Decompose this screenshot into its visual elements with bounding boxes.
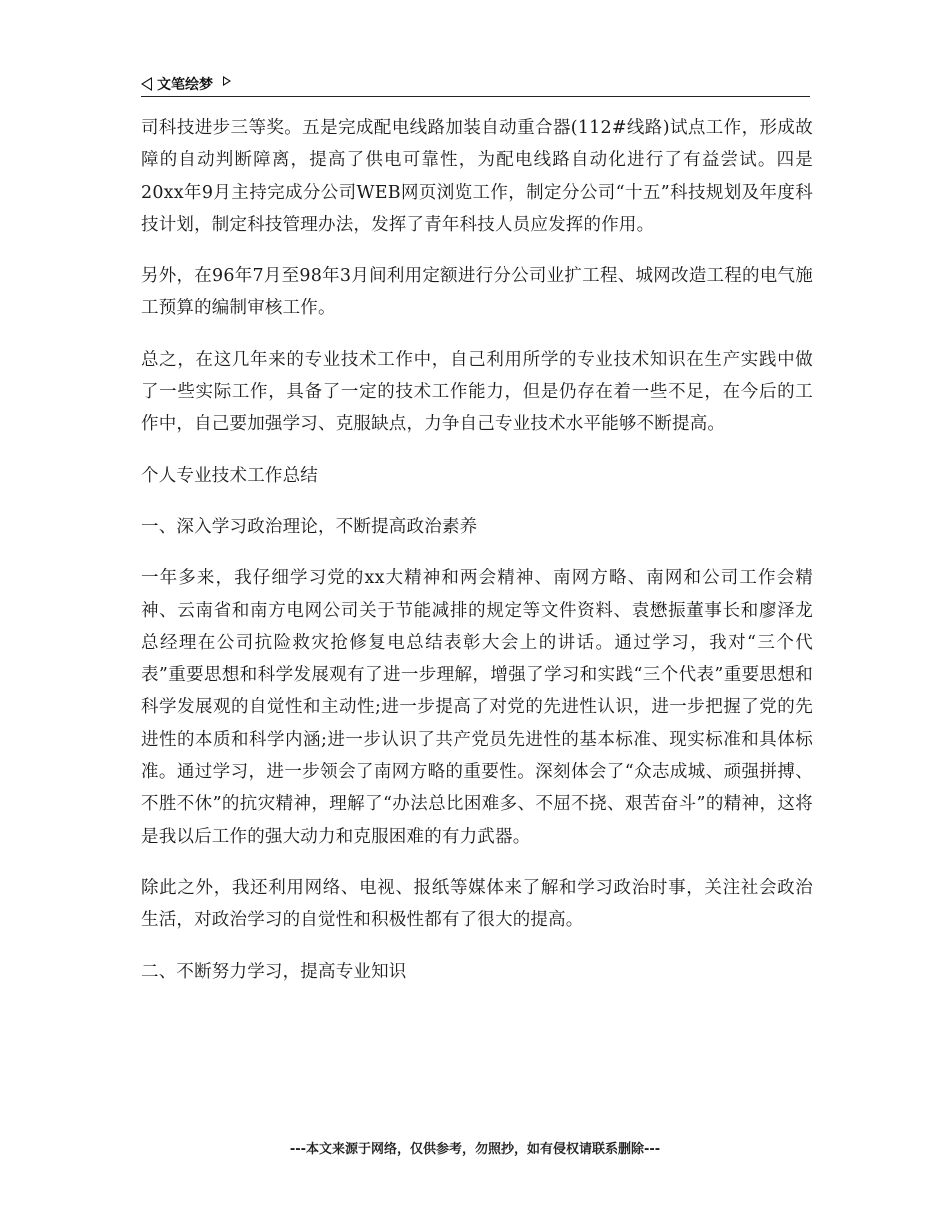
header-divider xyxy=(141,96,810,97)
header-brand: 文笔绘梦 xyxy=(157,77,213,93)
document-header xyxy=(141,72,810,96)
paragraph-budget-work: 另外，在96年7月至98年3月间利用定额进行分公司业扩工程、城网改造工程的电气施工预算的编制审核工作。 xyxy=(141,266,813,319)
document-body xyxy=(141,112,813,1007)
section-title: 个人专业技术工作总结 xyxy=(141,465,318,486)
triangle-left-outline-icon xyxy=(141,77,152,91)
heading-professional-study: 二、不断努力学习，提高专业知识 xyxy=(141,961,407,982)
paragraph-continuation: 司科技进步三等奖。五是完成配电线路加装自动重合器(112#线路)试点工作，形成故障的自动判断障离，提高了供电可靠性，为配电线路自动化进行了有益尝试。四是20xx年9月主持完成分公司WEB网页浏览工作，制定分公司“十五”科技规划及年度科技计划，制定科技管理办法，发挥了青年科技人员应发挥的作用。 xyxy=(141,118,813,235)
paragraph-political-study: 一年多来，我仔细学习党的xx大精神和两会精神、南网方略、南网和公司工作会精神、云南省和南方电网公司关于节能减排的规定等文件资料、袁懋振董事长和廖泽龙总经理在公司抗险救灾抢修复电总结表彰大会上的讲话。通过学习，我对“三个代表”重要思想和科学发展观有了进一步理解，增强了学习和实践“三个代表”重要思想和科学发展观的自觉性和主动性;进一步提高了对党的先进性认识，进一步把握了党的先进性的本质和科学内涵;进一步认识了共产党员先进性的基本标准、现实标准和具体标准。通过学习，进一步领会了南网方略的重要性。深刻体会了“众志成城、顽强拼搏、不胜不休”的抗灾精神，理解了“办法总比困难多、不屈不挠、艰苦奋斗”的精神，这将是我以后工作的强大动力和克服困难的有力武器。 xyxy=(141,568,813,847)
paragraph-media-study: 除此之外，我还利用网络、电视、报纸等媒体来了解和学习政治时事，关注社会政治生活，对政治学习的自觉性和积极性都有了很大的提高。 xyxy=(141,877,813,931)
heading-political-study: 一、深入学习政治理论，不断提高政治素养 xyxy=(141,516,478,537)
triangle-right-outline-icon xyxy=(223,76,231,86)
paragraph-summary: 总之，在这几年来的专业技术工作中，自己利用所学的专业技术知识在生产实践中做了一些实际工作，具备了一定的技术工作能力，但是仍存在着一些不足，在今后的工作中，自己要加强学习、克服缺点，力争自己专业技术水平能够不断提高。 xyxy=(141,349,813,435)
footer-notice: ---本文来源于网络，仅供参考，勿照抄，如有侵权请联系删除--- xyxy=(289,1142,661,1157)
